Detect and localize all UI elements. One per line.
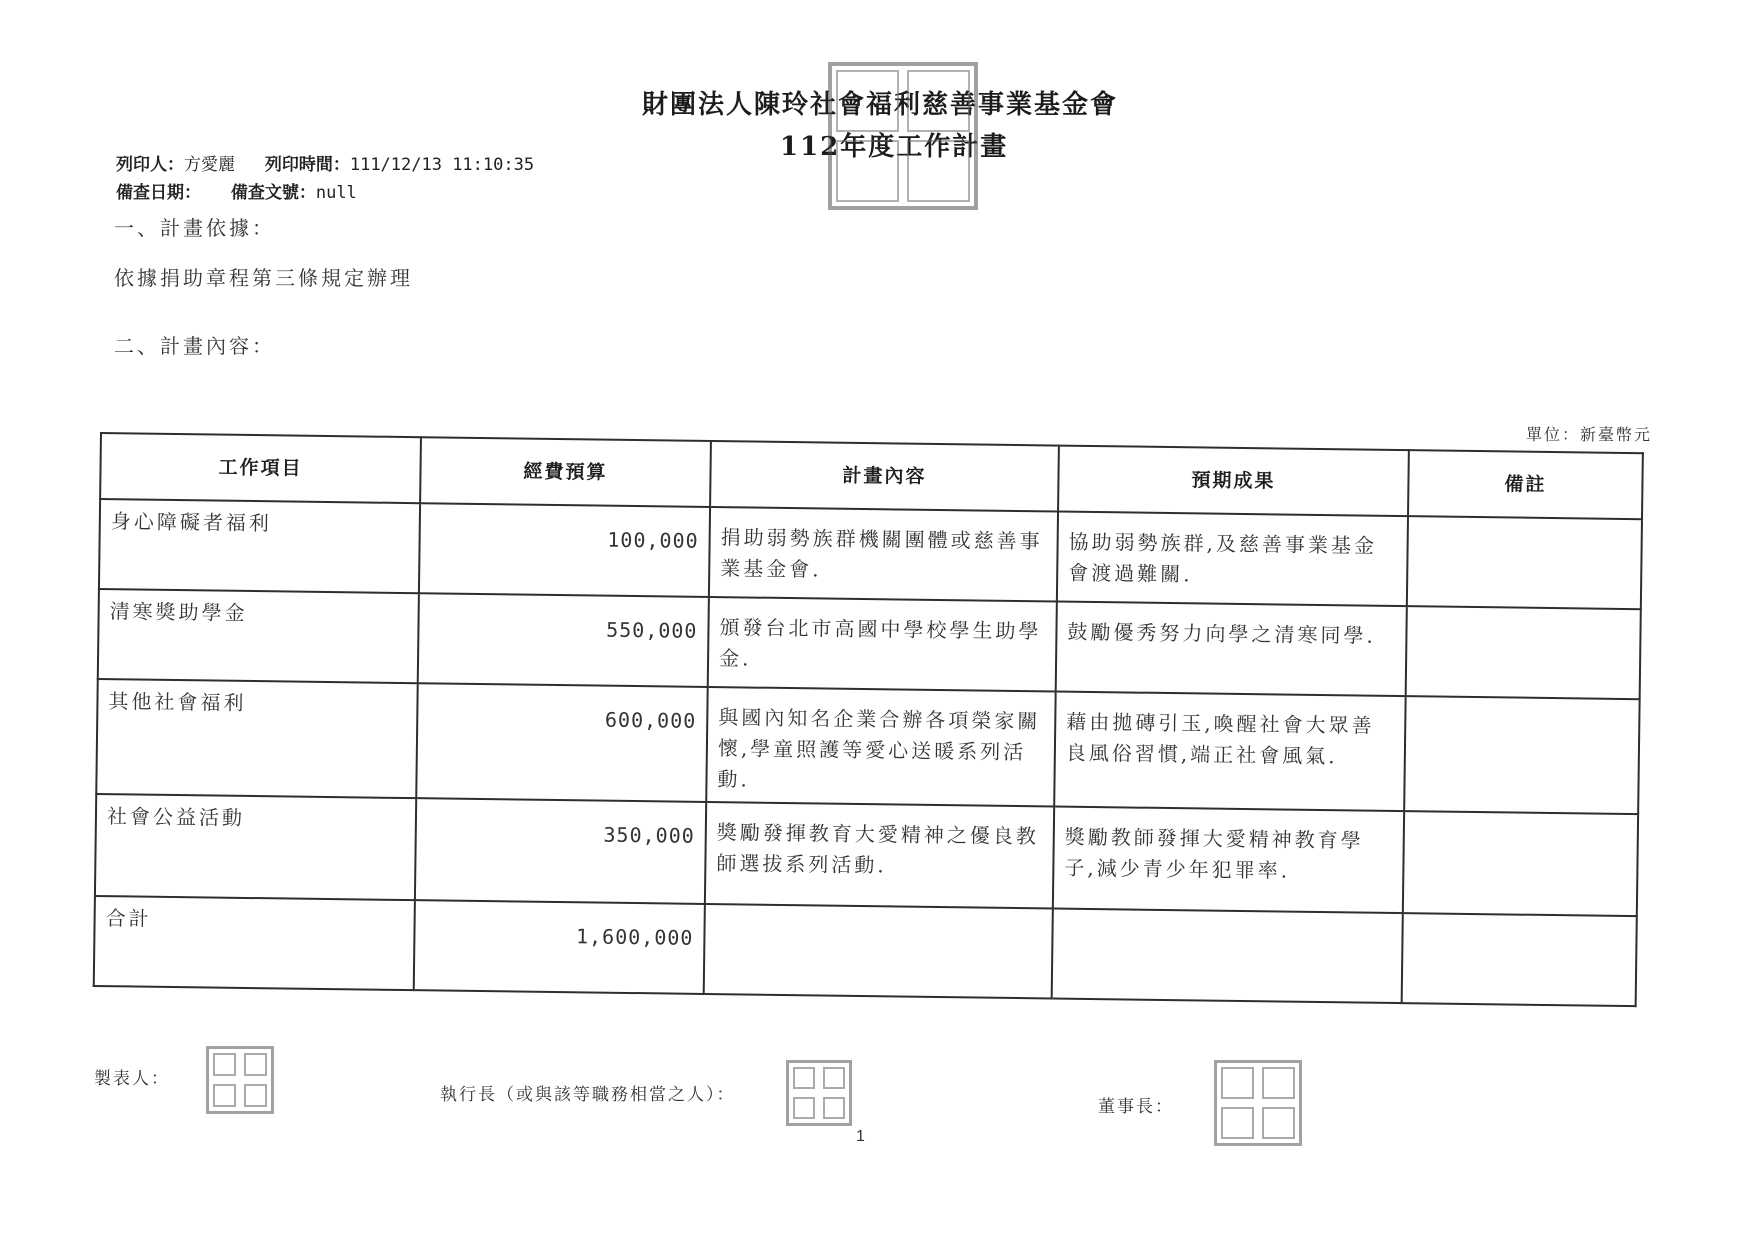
row-result: 鼓勵優秀努力向學之清寒同學.	[1056, 602, 1407, 697]
row-note	[1402, 913, 1637, 1006]
row-note	[1406, 606, 1641, 699]
ceo-label: 執行長（或與該等職務相當之人）：	[440, 1085, 736, 1105]
preparer-label: 製表人：	[94, 1069, 170, 1089]
row-budget: 350,000	[415, 798, 706, 904]
row-item: 清寒獎助學金	[98, 589, 419, 683]
row-note	[1404, 696, 1639, 814]
row-budget: 550,000	[418, 593, 709, 687]
page-number: 1	[856, 1128, 865, 1145]
row-content	[704, 904, 1053, 999]
table-row	[96, 679, 1639, 814]
row-note	[1403, 811, 1638, 916]
row-content: 與國內知名企業合辦各項榮家關懷,學童照護等愛心送暖系列活動.	[706, 687, 1055, 807]
print-info	[116, 150, 534, 175]
chair-label: 董事長：	[1098, 1097, 1174, 1117]
total-label: 合計	[94, 896, 415, 990]
content-heading: 二、計畫內容：	[114, 334, 275, 358]
row-result: 協助弱勢族群,及慈善事業基金會渡過難關.	[1057, 512, 1408, 607]
preparer-seal	[206, 1046, 274, 1114]
organization-seal	[828, 62, 978, 210]
row-result: 藉由拋磚引玉,喚醒社會大眾善良風俗習慣,端正社會風氣.	[1054, 692, 1405, 812]
header-budget: 經費預算	[420, 437, 711, 507]
basis-heading: 一、計畫依據：	[114, 216, 275, 240]
row-content: 頒發台北市高國中學校學生助學金.	[708, 597, 1057, 692]
print-time-label: 列印時間：	[264, 155, 350, 175]
row-result: 獎勵教師發揮大愛精神教育學子,減少青少年犯罪率.	[1053, 807, 1404, 914]
header-work-item: 工作項目	[100, 433, 421, 503]
print-time-value: 111/12/13 11:10:35	[349, 155, 535, 175]
table-row	[95, 794, 1638, 916]
filing-info	[116, 178, 357, 203]
work-plan-table	[93, 432, 1644, 1007]
row-content: 捐助弱勢族群機關團體或慈善事業基金會.	[709, 507, 1058, 602]
currency-unit: 單位：新臺幣元	[1526, 425, 1653, 444]
filed-no-label: 備查文號：	[230, 183, 316, 203]
filed-no-value: null	[315, 183, 357, 203]
row-item: 社會公益活動	[95, 794, 416, 900]
header-expected-result: 預期成果	[1058, 446, 1409, 517]
row-item: 身心障礙者福利	[99, 499, 420, 593]
header-remarks: 備註	[1408, 450, 1643, 519]
chair-seal	[1214, 1060, 1302, 1146]
org-name: 財團法人陳玲社會福利慈善事業基金會	[642, 90, 1119, 120]
filed-date-label: 備查日期：	[116, 183, 201, 203]
header-plan-content: 計畫內容	[710, 441, 1059, 512]
basis-text: 依據捐助章程第三條規定辦理	[114, 266, 413, 290]
row-content: 獎勵發揮教育大愛精神之優良教師選拔系列活動.	[705, 802, 1054, 909]
ceo-seal	[786, 1060, 852, 1126]
plan-title: 112年度工作計畫	[780, 132, 1009, 162]
row-budget: 600,000	[416, 683, 707, 802]
table-total-row	[94, 896, 1637, 1006]
printer-value: 方愛麗	[184, 155, 235, 175]
row-item: 其他社會福利	[96, 679, 417, 798]
row-note	[1407, 516, 1642, 609]
row-result	[1052, 909, 1403, 1004]
printer-label: 列印人：	[116, 155, 184, 175]
row-budget: 100,000	[419, 503, 710, 597]
total-budget: 1,600,000	[414, 900, 705, 994]
